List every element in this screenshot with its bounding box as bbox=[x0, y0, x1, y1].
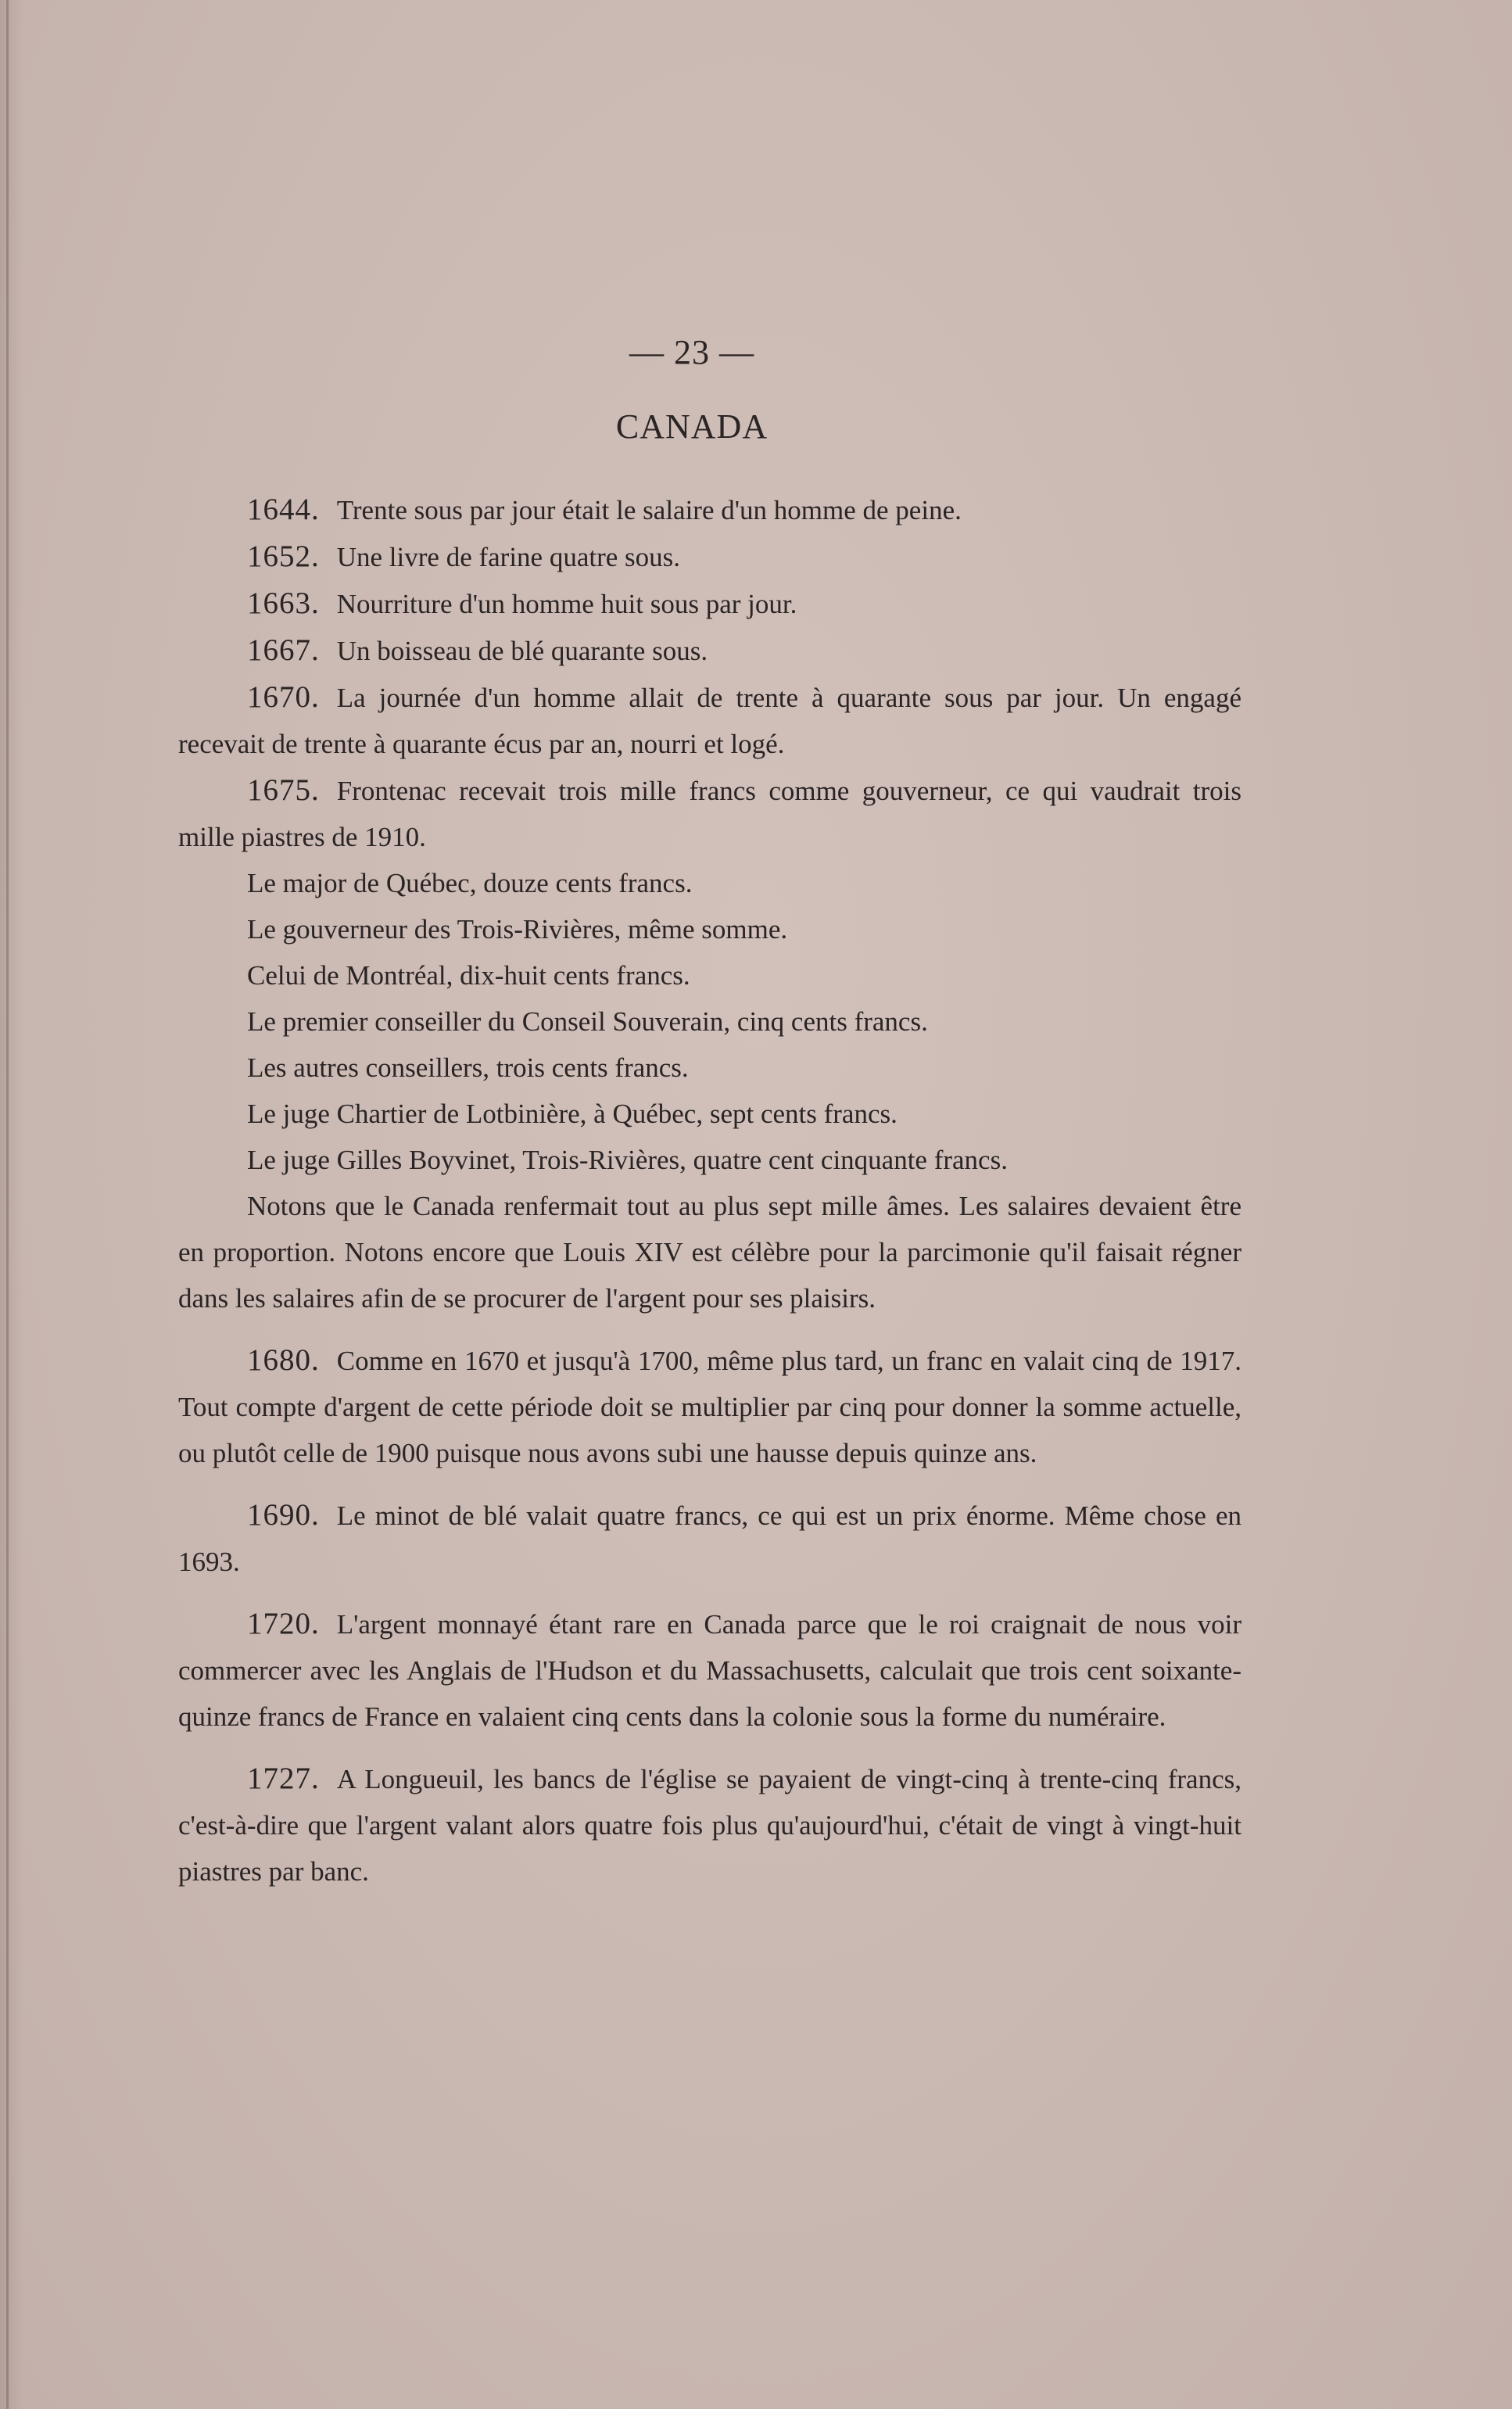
entry-text: Comme en 1670 et jusqu'à 1700, même plus tard, un franc en valait cinq de 1917. Tout compte d'argent de cette période doit se multiplier par cinq pour donner la somme actuelle, ou plutôt celle de 1900 puisque nous avons subi une hausse depuis quinze ans. bbox=[178, 1346, 1241, 1468]
salary-line: Le premier conseiller du Conseil Souverain, cinq cents francs. bbox=[247, 1006, 928, 1037]
entry-year: 1670. bbox=[247, 680, 320, 714]
salary-line: Le major de Québec, douze cents francs. bbox=[247, 868, 693, 898]
section-title: CANADA bbox=[615, 407, 769, 446]
entry-1727 bbox=[178, 1755, 1241, 1895]
entry-text: A Longueuil, les bancs de l'église se payaient de vingt-cinq à trente-cinq francs, c'est-à-dire que l'argent valant alors quatre fois plus qu'aujourd'hui, c'était de vingt à vingt-huit piastres par banc. bbox=[178, 1764, 1241, 1887]
entry-text: L'argent monnayé étant rare en Canada parce que le roi craignait de nous voir commercer avec les Anglais de l'Hudson et du Massachusetts, calculait que trois cent soixante-quinze francs de France en valaient cinq cents dans la colonie sous la forme du numéraire. bbox=[178, 1609, 1241, 1732]
entry-year: 1663. bbox=[247, 586, 320, 620]
salary-line: Le gouverneur des Trois-Rivières, même somme. bbox=[247, 914, 788, 945]
entry-1680 bbox=[178, 1337, 1241, 1476]
note-paragraph: Notons que le Canada renfermait tout au plus sept mille âmes. Les salaires devaient être en proportion. Notons encore que Louis XIV est célèbre pour la parcimonie qu'il faisait régner dans les salaires afin de se procurer de l'argent pour ses plaisirs. bbox=[178, 1191, 1241, 1314]
entry-text: Nourriture d'un homme huit sous par jour. bbox=[336, 589, 797, 619]
entry-text: La journée d'un homme allait de trente à quarante sous par jour. Un engagé recevait de trente à quarante écus par an, nourri et logé. bbox=[178, 683, 1241, 759]
entry-text: Le minot de blé valait quatre francs, ce qui est un prix énorme. Même chose en 1693. bbox=[178, 1500, 1241, 1577]
entry-1667 bbox=[178, 627, 1241, 674]
page-number: — 23 — bbox=[629, 333, 754, 371]
entry-year: 1644. bbox=[247, 493, 320, 526]
entry-text: Une livre de farine quatre sous. bbox=[336, 542, 681, 572]
entry-year: 1720. bbox=[247, 1607, 320, 1640]
entry-1675 bbox=[178, 767, 1241, 860]
entry-year: 1680. bbox=[247, 1343, 320, 1377]
body-text bbox=[178, 486, 1241, 1895]
entry-year: 1727. bbox=[247, 1762, 320, 1795]
entry-1720 bbox=[178, 1601, 1241, 1740]
entry-1663 bbox=[178, 580, 1241, 627]
entry-1690 bbox=[178, 1492, 1241, 1585]
entry-year: 1652. bbox=[247, 540, 320, 573]
salary-line: Le juge Chartier de Lotbinière, à Québec, sept cents francs. bbox=[247, 1099, 898, 1129]
entry-year: 1690. bbox=[247, 1498, 320, 1532]
entry-text: Un boisseau de blé quarante sous. bbox=[336, 636, 708, 666]
entry-year: 1667. bbox=[247, 633, 320, 667]
salary-line: Celui de Montréal, dix-huit cents francs. bbox=[247, 960, 690, 991]
entry-text: Trente sous par jour était le salaire d'un homme de peine. bbox=[336, 495, 962, 525]
entry-1644 bbox=[178, 486, 1241, 533]
entry-year: 1675. bbox=[247, 773, 320, 807]
salary-line: Les autres conseillers, trois cents francs. bbox=[247, 1052, 689, 1083]
salary-line: Le juge Gilles Boyvinet, Trois-Rivières, quatre cent cinquante francs. bbox=[247, 1145, 1008, 1175]
entry-text: Frontenac recevait trois mille francs comme gouverneur, ce qui vaudrait trois mille piastres de 1910. bbox=[178, 776, 1241, 852]
entry-1670 bbox=[178, 674, 1241, 767]
entry-1652 bbox=[178, 533, 1241, 580]
